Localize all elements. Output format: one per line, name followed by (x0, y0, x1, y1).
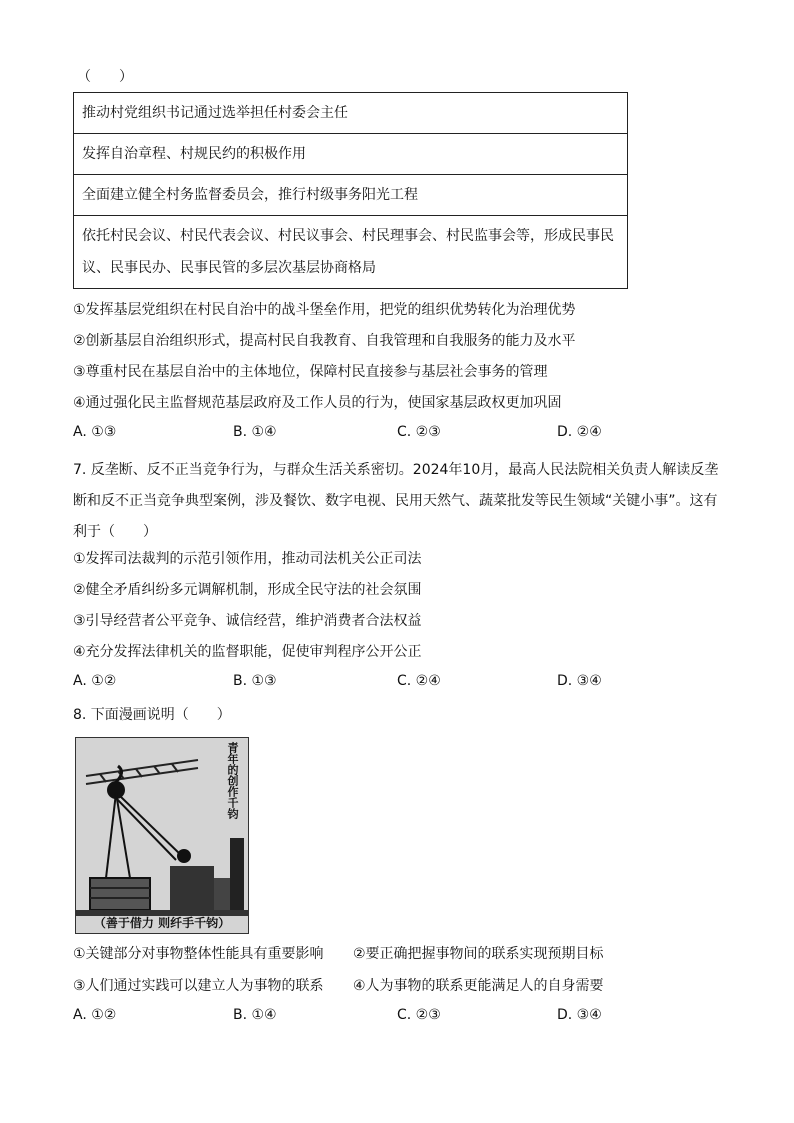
q8-option-b[interactable]: B. ①④ (233, 1007, 277, 1023)
q8-statement-3: ③人们通过实践可以建立人为事物的联系 (73, 978, 324, 994)
q8-statement-1: ①关键部分对事物整体性能具有重要影响 (73, 946, 324, 962)
q6-statement-1: ①发挥基层党组织在村民自治中的战斗堡垒作用，把党的组织优势转化为治理优势 (73, 302, 576, 318)
table-cell: 发挥自治章程、村规民约的积极作用 (74, 134, 628, 175)
table-cell: 依托村民会议、村民代表会议、村民议事会、村民理事会、村民监事会等，形成民事民议、民事民办、民事民管的多层次基层协商格局 (74, 216, 628, 289)
q6-statement-3: ③尊重村民在基层自治中的主体地位，保障村民直接参与基层社会事务的管理 (73, 364, 548, 380)
q7-statement-4: ④充分发挥法律机关的监督职能，促使审判程序公开公正 (73, 644, 422, 660)
q8-option-c[interactable]: C. ②③ (397, 1007, 441, 1023)
q7-option-a[interactable]: A. ①② (73, 673, 117, 689)
q7-option-b[interactable]: B. ①③ (233, 673, 277, 689)
q7-option-c[interactable]: C. ②④ (397, 673, 441, 689)
q7-statement-2: ②健全矛盾纠纷多元调解机制，形成全民守法的社会氛围 (73, 582, 422, 598)
q7-statement-3: ③引导经营者公平竞争、诚信经营，维护消费者合法权益 (73, 613, 422, 629)
q8-statement-2: ②要正确把握事物间的联系实现预期目标 (353, 946, 604, 962)
q6-material-table (73, 92, 628, 289)
q6-option-b[interactable]: B. ①④ (233, 424, 277, 440)
q6-option-d[interactable]: D. ②④ (557, 424, 602, 440)
crane-cartoon-image (75, 737, 249, 934)
q8-option-d[interactable]: D. ③④ (557, 1007, 602, 1023)
q7-statement-1: ①发挥司法裁判的示范引领作用，推动司法机关公正司法 (73, 551, 422, 567)
q6-statement-2: ②创新基层自治组织形式，提高村民自我教育、自我管理和自我服务的能力及水平 (73, 333, 576, 349)
table-cell: 全面建立健全村务监督委员会，推行村级事务阳光工程 (74, 175, 628, 216)
q7-stem: 7. 反垄断、反不正当竞争行为，与群众生活关系密切。2024年10月，最高人民法院相关负责人解读反垄断和反不正当竞争典型案例，涉及餐饮、数字电视、民用天然气、蔬菜批发等民生领域“关键小事”。这有利于（ ） (73, 462, 719, 540)
q6-answer-paren: （ ） (77, 69, 133, 85)
q8-option-a[interactable]: A. ①② (73, 1007, 117, 1023)
comic-title: 青年的创作千钧 (226, 742, 239, 819)
q6-statement-4: ④通过强化民主监督规范基层政府及工作人员的行为，使国家基层政权更加巩固 (73, 395, 562, 411)
q6-option-a[interactable]: A. ①③ (73, 424, 117, 440)
q8-stem: 8. 下面漫画说明（ ） (73, 707, 231, 723)
q6-option-c[interactable]: C. ②③ (397, 424, 441, 440)
table-cell: 推动村党组织书记通过选举担任村委会主任 (74, 93, 628, 134)
q8-statement-4: ④人为事物的联系更能满足人的自身需要 (353, 978, 604, 994)
q7-option-d[interactable]: D. ③④ (557, 673, 602, 689)
comic-caption: （善于借力 则纤手千钧） (93, 916, 231, 930)
